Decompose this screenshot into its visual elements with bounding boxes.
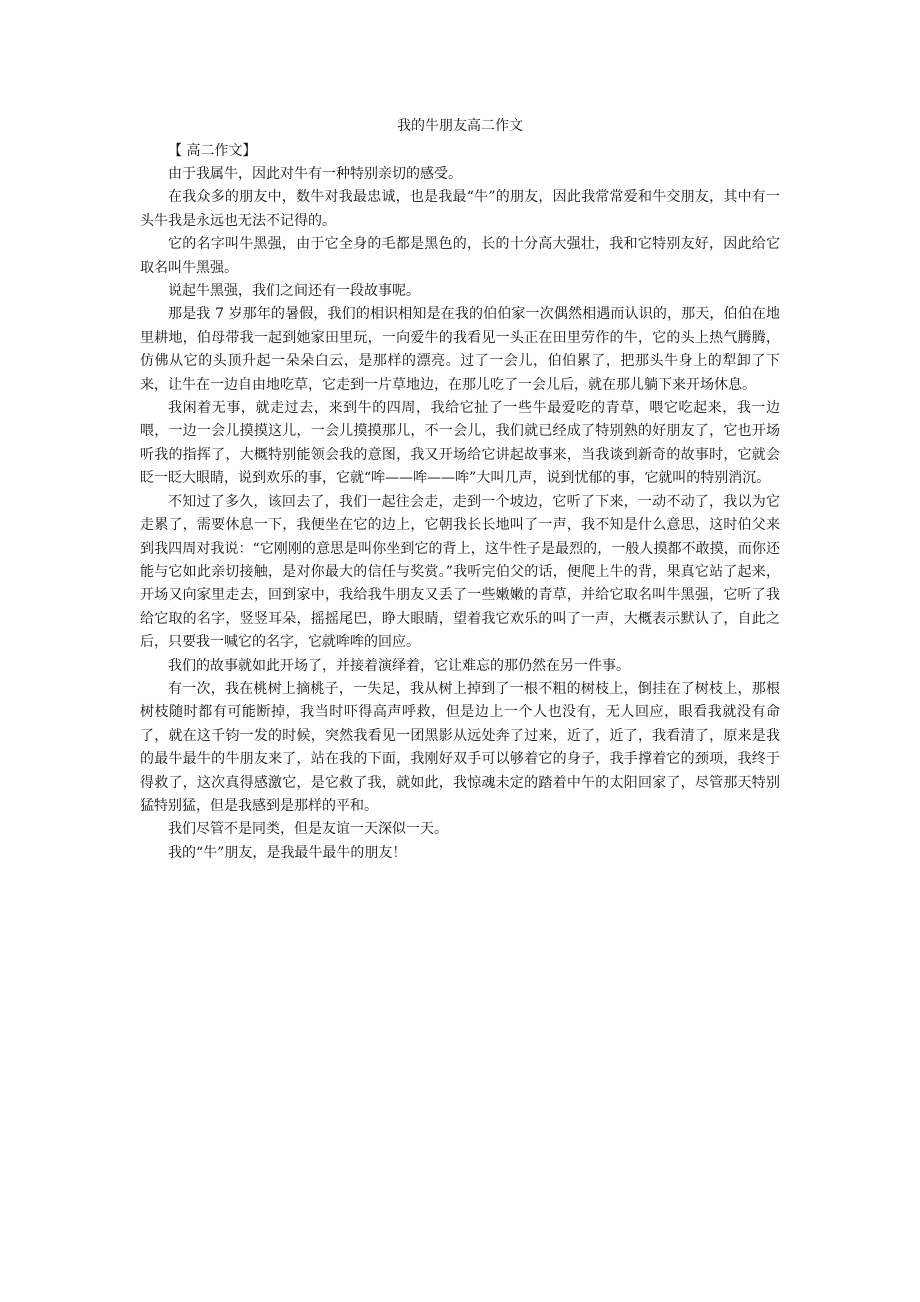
paragraph: 那是我 7 岁那年的暑假，我们的相识相知是在我的伯伯家一次偶然相遇而认识的，那天，伯伯在地里耕地，伯母带我一起到她家田里玩，一向爱牛的我看见一头正在田里劳作的牛，它的头上热气腾腾，仿佛从它的头顶升起一朵朵白云，是那样的漂亮。过了一会儿，伯伯累了，把那头牛身上的犁卸了下来，让牛在一边自由地吃草，它走到一片草地边，在那儿吃了一会儿后，就在那儿躺下来开场休息。 [140, 306, 780, 393]
paragraph: 有一次，我在桃树上摘桃子，一失足，我从树上掉到了一根不粗的树枝上，倒挂在了树枝上，那根树枝随时都有可能断掉，我当时吓得高声呼救，但是边上一个人也没有，无人回应，眼看我就没有命了，就在这千钧一发的时候，突然我看见一团黑影从远处奔了过来，近了，近了，我看清了，原来是我的最牛最牛的牛朋友来了，站在我的下面，我刚好双手可以够着它的身子，我手撑着它的颈项，我终于得救了，这次真得感激它，是它救了我，就如此，我惊魂未定的踏着中午的太阳回家了，尽管那天特别猛特别猛，但是我感到是那样的平和。 [140, 680, 780, 814]
paragraph-list [140, 163, 780, 865]
paragraph: 说起牛黑强，我们之间还有一段故事呢。 [168, 283, 420, 300]
document-body [140, 113, 780, 865]
paragraph: 由于我属牛，因此对牛有一种特别亲切的感受。 [168, 166, 462, 182]
paragraph: 我们尽管不是同类，但是友谊一天深似一天。 [168, 821, 448, 838]
paragraph: 不知过了多久，该回去了，我们一起往会走，走到一个坡边，它听了下来，一动不动了，我以为它走累了，需要休息一下，我便坐在它的边上，它朝我长长地叫了一声，我不知是什么意思，这时伯父来到我四周对我说：“它刚刚的意思是叫你坐到它的背上，这牛性子是最烈的，一般人摸都不敢摸，而你还能与它如此亲切接触，是对你最大的信任与奖赏。”我听完伯父的话，便爬上牛的背，果真它站了起来，开场又向家里走去，回到家中，我给我牛朋友又丢了一些嫩嫩的青草，并给它取名叫牛黑强，它听了我给它取的名字，竖竖耳朵，摇摇尾巴，睁大眼睛，望着我它欢乐的叫了一声，大概表示默认了，自此之后，只要我一喊它的名字，它就哞哞的回应。 [140, 493, 780, 651]
document-title: 我的牛朋友高二作文 [397, 118, 523, 134]
paragraph: 我的“牛”朋友，是我最牛最牛的朋友！ [168, 844, 407, 861]
paragraph: 我闲着无事，就走过去，来到牛的四周，我给它扯了一些牛最爱吃的青草，喂它吃起来，我一边喂，一边一会儿摸摸这儿，一会儿摸摸那儿，不一会儿，我们就已经成了特别熟的好朋友了，它也开场听我的指挥了，大概特别能领会我的意图，我又开场给它讲起故事来，当我谈到新奇的故事时，它就会眨一眨大眼睛，说到欢乐的事，它就“哞——哞——哞”大叫几声，说到忧郁的事，它就叫的特别消沉。 [140, 400, 780, 487]
paragraph: 它的名字叫牛黑强，由于它全身的毛都是黑色的，长的十分高大强壮，我和它特别友好，因此给它取名叫牛黑强。 [140, 236, 780, 276]
paragraph: 在我众多的朋友中，数牛对我最忠诚，也是我最“牛”的朋友，因此我常常爱和牛交朋友，其中有一头牛我是永远也无法不记得的。 [140, 189, 780, 229]
paragraph: 我们的故事就如此开场了，并接着演绎着，它让难忘的那仍然在另一件事。 [168, 657, 630, 674]
category-tag: 【 高二作文】 [168, 143, 257, 159]
